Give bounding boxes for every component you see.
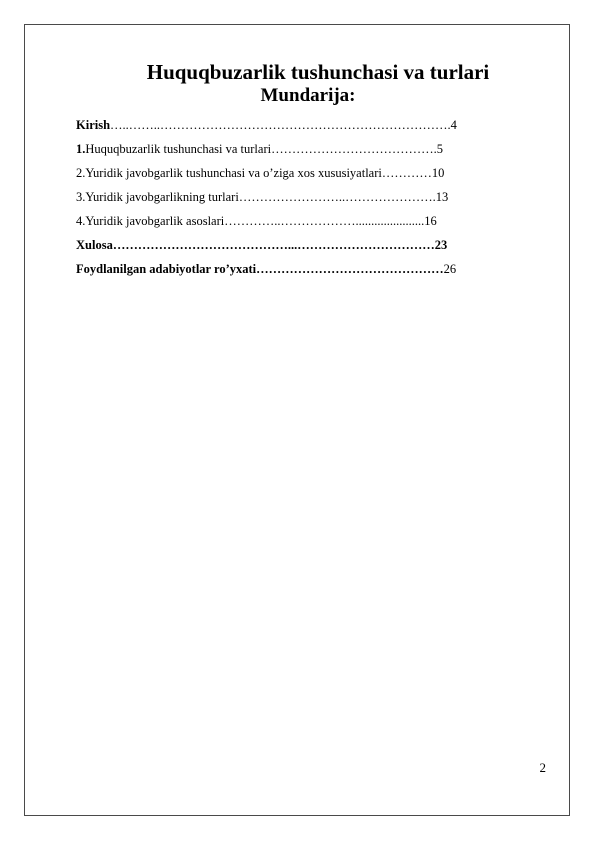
toc-entry-label: 2.Yuridik javobgarlik tushunchasi va o’ziga xos xususiyatlari (76, 166, 382, 180)
page-number: 2 (539, 760, 546, 775)
toc-entry-page: 26 (443, 262, 457, 276)
document-title: Huquqbuzarlik tushunchasi va turlari (146, 60, 490, 84)
toc-entry-leader: ………… (381, 166, 432, 180)
toc-entry-page: 5 (436, 142, 443, 156)
toc-entry-page: 4 (450, 118, 457, 132)
toc-entry-adabiyotlar (76, 262, 456, 277)
toc-entry-leader: ……………………..…………………. (238, 190, 436, 204)
toc-entry-label: Foydlanilgan adabiyotlar ro’yxati (76, 262, 257, 276)
toc-entry-1 (76, 142, 443, 157)
toc-entry-label: 3.Yuridik javobgarlikning turlari (76, 190, 239, 204)
toc-entry-page: 16 (424, 214, 437, 228)
toc-entry-leader: …..……..……………………………………………………………. (110, 118, 451, 132)
toc-entry-leader: …………………………………. (271, 142, 437, 156)
toc-entry-number: 1. (76, 142, 86, 156)
toc-entry-label: Kirish (76, 118, 111, 132)
toc-entry-label: Xulosa (76, 238, 113, 252)
toc-entry-xulosa (76, 238, 447, 253)
toc-entry-3 (76, 190, 448, 205)
toc-entry-page: 23 (434, 238, 448, 252)
toc-entry-label: 4.Yuridik javobgarlik asoslari (76, 214, 225, 228)
contents-heading: Mundarija: (260, 85, 356, 106)
toc-entry-4 (76, 214, 437, 229)
toc-entry-2 (76, 166, 444, 181)
toc-entry-leader: …………..………………...................... (224, 214, 425, 228)
toc-entry-label: Huquqbuzarlik tushunchasi va turlari (85, 142, 272, 156)
toc-entry-kirish (76, 118, 457, 133)
toc-entry-page: 10 (431, 166, 445, 180)
toc-entry-leader: ……………………………………...…………………………… (112, 238, 435, 252)
toc-entry-page: 13 (435, 190, 449, 204)
toc-entry-leader: ……………………………………… (256, 262, 444, 276)
